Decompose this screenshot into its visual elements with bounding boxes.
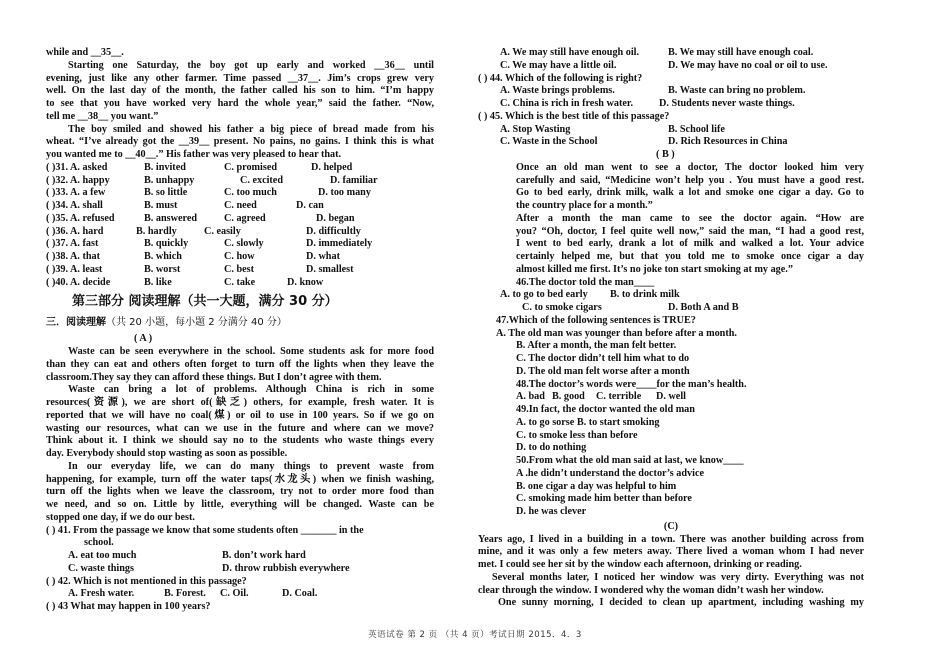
option-b: B. good [552, 391, 585, 403]
option-row [46, 238, 434, 251]
option-row [478, 60, 864, 73]
question-label: ( )35. A. refused [46, 212, 115, 224]
passage-line: turn off the lights when we leave the classroom, try not to order more food than [46, 486, 434, 498]
cloze-line: The boy smiled and showed his father a big piece of bread made from his [68, 123, 434, 135]
passage-c-label: (C) [663, 520, 679, 532]
option-c: C. terrible [596, 391, 642, 403]
question-45-stem: ( ) 45. Which is the best title of this passage? [478, 110, 670, 122]
option-c: C. We may have a little oil. [500, 59, 617, 71]
option-row [478, 124, 864, 137]
section3-title [46, 313, 434, 333]
option-c: C. to smoke less than before [516, 429, 638, 441]
question-43-stem: ( ) 43 What may happen in 100 years? [46, 601, 211, 612]
passage-line: Think about it. I think we should say no to the students who waste things every [46, 435, 434, 447]
passage-line: One sunny morning, I decided to clean up apartment, including washing my [498, 597, 864, 609]
cloze-line: Starting one Saturday, the boy got up early and worked __36__ until [68, 59, 434, 71]
cloze-line: evening, just like any other farmer. Time passed __37__. Jim’s crops grew very [46, 72, 434, 84]
option-a: A. We may still have enough oil. [500, 47, 640, 58]
passage-line: almost killed me first. It’s no joke ton start smoking at my age.” [516, 263, 793, 275]
question-46-stem: 46.The doctor told the man____ [516, 276, 655, 288]
option-b: B. worst [144, 263, 181, 275]
passage-line: clear through the window. I wondered why the woman didn’t wash her window. [478, 584, 824, 596]
option-c: C. best [224, 263, 254, 275]
part3-heading: 第三部分 阅读理解（共一大题，满分 30 分） [72, 294, 338, 310]
option-d: D. The old man felt worse after a month [516, 365, 690, 377]
option-b: B. to drink milk [610, 289, 680, 301]
option-b: B. We may still have enough coal. [668, 47, 814, 58]
question-label: ( )38. A. that [46, 251, 101, 262]
question-label: ( )37. A. fast [46, 238, 99, 250]
passage-line: than they can eat and others often forget to turn off the lights when they leave the [46, 358, 434, 370]
option-d: D. well [656, 391, 686, 403]
option-row [46, 213, 434, 226]
option-c: C. how [224, 251, 255, 262]
passage-line: met. I could see her sit by the window each afternoon, drinking or reading. [478, 559, 802, 570]
question-49-stem: 49.In fact, the doctor wanted the old man [516, 404, 695, 415]
passage-line: resources(资源), we are short of(缺乏) others, for example, fresh water. It is [46, 397, 434, 408]
question-label: ( )36. A. hard [46, 225, 104, 237]
option-c: C. easily [204, 225, 241, 237]
passage-line: Years ago, I lived in a building in a town. There was another building across from [478, 533, 864, 545]
passage-line: classroom.They say they can afford these things. But I don’t agree with them. [46, 371, 382, 383]
option-row [478, 136, 864, 149]
option-row [46, 162, 434, 175]
passage-b [478, 162, 864, 290]
option-b: B. Forest. [164, 588, 206, 600]
passage-line: certainly helped me, but that you told me to smoke once cigar a day [516, 251, 864, 262]
option-a: A. to go to bed early [500, 289, 588, 301]
question-stem: ( ) 42. Which is not mentioned in this passage? [46, 575, 247, 587]
cloze-line: to see that you have worked very hard the whole year,” said the father. “Now, [46, 98, 434, 109]
option-c: C. take [224, 276, 256, 288]
cloze-line: you wanted me to __40__.” His father was very pleased to hear that. [46, 149, 342, 160]
option-d: D. Students never waste things. [659, 98, 795, 109]
option-row [46, 200, 434, 213]
passage-a-label: ( A ) [134, 333, 153, 345]
passage-line: we need, and so on. Little by little, everything will be changed. Waste can be [46, 499, 434, 510]
option-row [46, 175, 434, 188]
option-row [46, 563, 434, 576]
question-stem-cont: school. [84, 537, 114, 549]
option-b: B. unhappy [144, 174, 195, 186]
option-d: D. immediately [306, 238, 373, 250]
cloze-line: well. On the last day of the month, the father called his son to him. “I’m happy [46, 85, 434, 97]
option-a: A. The old man was younger than before after a month. [496, 327, 737, 339]
option-row [516, 391, 864, 404]
question-label: ( )39. A. least [46, 263, 103, 275]
passage-line: Several months later, I noticed her window was very dirty. Everything was not [492, 571, 864, 583]
option-b: B. which [144, 251, 182, 262]
question-label: ( )33. A. a few [46, 187, 106, 199]
option-c: C. The doctor didn’t tell him what to do [516, 353, 690, 364]
option-a: A. Waste brings problems. [500, 85, 615, 97]
option-d: D. throw rubbish everywhere [222, 562, 350, 574]
option-d: D. can [296, 200, 324, 211]
option-c: C. too much [224, 187, 277, 199]
option-d: D. know [287, 276, 324, 288]
question-label: ( )40. A. decide [46, 276, 111, 288]
passage-line: stopped one day, if we do our best. [46, 511, 195, 523]
option-d: D. difficultly [306, 225, 361, 237]
option-b: B. Waste can bring no problem. [668, 85, 806, 97]
option-b: B. School life [668, 123, 725, 135]
passage-line: reported that we will have no coal(煤) or oil to use in 100 years. So if we go on [46, 409, 434, 421]
option-d: D. familiar [330, 174, 378, 186]
option-row [478, 289, 864, 302]
option-d: D. Rich Resources in China [668, 136, 788, 148]
option-row-ab: A. to go sorse B. to start smoking [516, 416, 660, 428]
option-c: C. Waste in the School [500, 136, 598, 148]
question-44-stem: ( ) 44. Which of the following is right? [478, 72, 643, 84]
option-a: A. Fresh water. [68, 588, 135, 600]
cloze-line: tell me __38__ you want.” [46, 110, 159, 122]
option-row [46, 550, 434, 563]
option-c: C. promised [224, 161, 278, 173]
passage-line: happening, for example, turn off the water taps(水龙头) when we finish washing, [46, 473, 434, 485]
passage-b-label: ( B ) [656, 149, 675, 160]
passage-c [478, 534, 864, 611]
option-b: B. so little [144, 187, 188, 199]
option-b: B. like [144, 276, 172, 288]
option-row [46, 187, 434, 200]
passage-a [46, 346, 434, 525]
cloze-options [46, 162, 434, 290]
passage-line: Once an old man went to see a doctor, The doctor looked him very [516, 161, 864, 173]
question-label: ( )31. A. asked [46, 161, 108, 173]
option-c: C. waste things [68, 562, 134, 574]
left-column [46, 47, 434, 614]
option-c: C. need [224, 200, 257, 211]
option-b: B. one cigar a day was helpful to him [516, 480, 677, 492]
question-48-stem: 48.The doctor’s words were____for the man’s health. [516, 378, 747, 390]
option-b: B. answered [144, 212, 198, 224]
option-d: D. to do nothing [516, 442, 587, 454]
option-row [478, 302, 864, 315]
passage-line: mine, and it was only a few meters away. There lived a woman whom I had never [478, 546, 864, 558]
option-d: D. began [316, 212, 355, 224]
option-b: B. don’t work hard [222, 550, 306, 561]
option-c: C. smoking made him better than before [516, 493, 692, 505]
option-row [478, 85, 864, 98]
option-b: B. invited [144, 161, 186, 173]
passage-line: After a month the man came to see the doctor again. “How are [516, 212, 864, 224]
option-d: D. We may have no coal or oil to use. [668, 59, 828, 71]
page-footer: 英语试卷 第 2 页 （共 4 页）考试日期 2015．4．3 [368, 630, 582, 640]
option-c: C. China is rich in fresh water. [500, 98, 634, 109]
passage-line: the country place for a month.” [516, 200, 653, 211]
option-d: D. Both A and B [668, 302, 739, 313]
question-47-stem: 47.Which of the following sentences is TRUE? [496, 314, 696, 326]
passage-line: wasting our resources, what can we use in the future and where can we move? [46, 422, 434, 434]
option-b: B. quickly [144, 238, 189, 250]
option-d: D. too many [318, 187, 371, 199]
passage-line: Go to bed early, drink milk, walk a lot and smoke one cigar a day. Go to [516, 187, 864, 199]
option-row [46, 264, 434, 277]
cloze-line: while and __35__. [46, 47, 124, 58]
passage-line: Waste can be seen everywhere in the school. Some students ask for more food [68, 346, 434, 357]
question-50-stem: 50.From what the old man said at last, we know____ [516, 455, 744, 466]
option-row [46, 588, 434, 601]
option-d: D. helped [311, 161, 353, 173]
option-d: D. Coal. [282, 588, 318, 600]
passage-line: Waste can bring a lot of problems. Although China is rich in some [68, 384, 434, 396]
option-b: B. must [144, 200, 178, 211]
option-row [46, 251, 434, 264]
passage-line: I went to bed early, drank a lot of milk and walked a lot. Your advice [516, 238, 864, 250]
option-row [478, 98, 864, 111]
q47-options [478, 340, 864, 519]
section3-note: （共 20 小题，每小题 2 分满分 40 分） [106, 317, 287, 329]
option-c: C. Oil. [220, 588, 249, 600]
option-d: D. he was clever [516, 506, 587, 517]
passage-line: you? “Oh, doctor, I feel quite well now,” said the man, “I had a good rest, [516, 225, 864, 237]
option-c: C. excited [240, 174, 283, 186]
option-d: D. smallest [306, 263, 354, 275]
option-row [478, 47, 864, 60]
question-label: ( )32. A. happy [46, 174, 110, 186]
question-stem: ( ) 41. From the passage we know that some students often _______ in the [46, 524, 364, 536]
passage-line: day. Everybody should stop wasting as soon as possible. [46, 448, 288, 459]
option-a: A .he didn’t understand the doctor’s advice [516, 467, 705, 479]
passage-line: In our everyday life, we can do many things to prevent waste from [68, 460, 434, 472]
passage-line: carefully and said, “Medicine won’t help you . You must have a good rest. [516, 174, 864, 186]
option-a: A. eat too much [68, 550, 137, 561]
option-row [46, 226, 434, 239]
question-label: ( )34. A. shall [46, 200, 103, 211]
option-a: A. bad [516, 391, 545, 403]
question-41 [46, 525, 434, 576]
option-row [46, 277, 434, 290]
section3-title-text: 三．阅读理解 [46, 317, 106, 329]
option-b: B. After a month, the man felt better. [516, 340, 677, 352]
option-c: C. slowly [224, 238, 264, 250]
question-42 [46, 576, 434, 602]
option-c: C. to smoke cigars [522, 302, 602, 313]
option-d: D. what [306, 251, 340, 262]
option-a: A. Stop Wasting [500, 123, 571, 135]
option-c: C. agreed [224, 212, 266, 224]
option-b: B. hardly [136, 225, 177, 237]
cloze-line: wheat. “I’ve already got the __39__ present. No pains, no gains. I think this is what [46, 136, 434, 148]
right-column [478, 47, 864, 610]
